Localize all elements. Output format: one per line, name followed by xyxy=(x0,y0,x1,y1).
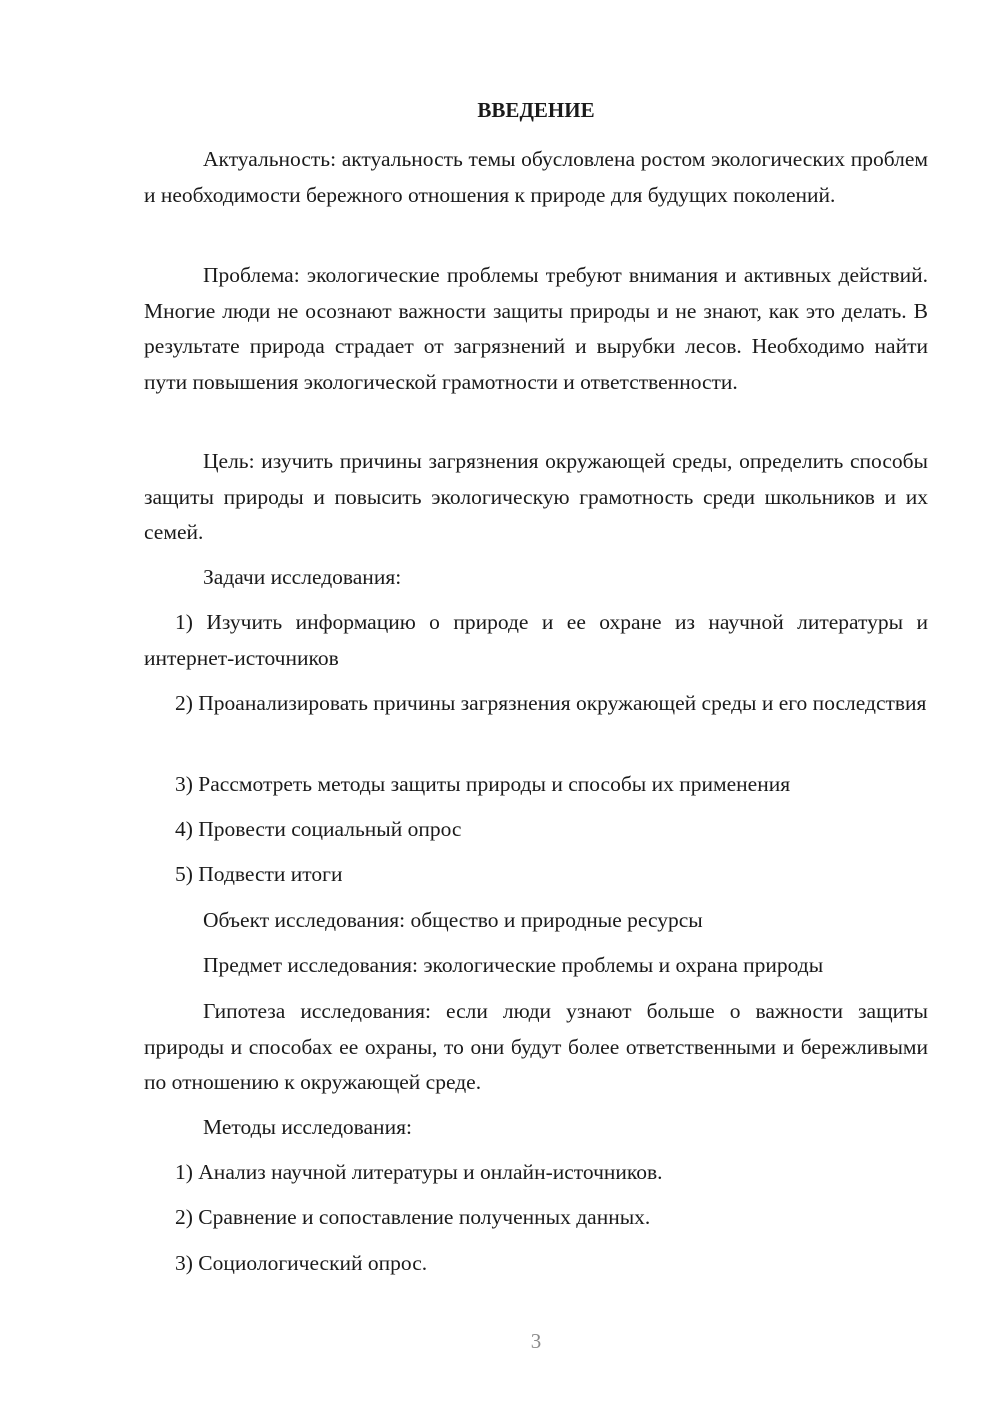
page-number: 3 xyxy=(530,1329,542,1353)
task-item-1: 1) Изучить информацию о природе и ее охране из научной литературы и интернет-источников xyxy=(144,610,928,670)
tasks-heading: Задачи исследования: xyxy=(203,565,402,589)
method-item-3: 3) Социологический опрос. xyxy=(175,1251,428,1275)
goal-paragraph: Цель: изучить причины загрязнения окружающей среды, определить способы защиты природы и повысить экологическую грамотность среди школьников и их семей. xyxy=(144,449,928,544)
task-item-2: 2) Проанализировать причины загрязнения окружающей среды и его последствия xyxy=(175,691,927,715)
object-paragraph: Объект исследования: общество и природные ресурсы xyxy=(203,908,703,932)
document-title: ВВЕДЕНИЕ xyxy=(477,98,595,122)
relevance-paragraph: Актуальность: актуальность темы обусловлена ростом экологических проблем и необходимости бережного отношения к природе для будущих поколений. xyxy=(144,147,928,207)
subject-paragraph: Предмет исследования: экологические проблемы и охрана природы xyxy=(203,953,824,977)
hypothesis-paragraph: Гипотеза исследования: если люди узнают больше о важности защиты природы и способах ее охраны, то они будут более ответственными и бережливыми по отношению к окружающей среде. xyxy=(144,999,928,1094)
task-item-5: 5) Подвести итоги xyxy=(175,862,343,886)
problem-paragraph: Проблема: экологические проблемы требуют внимания и активных действий. Многие люди не осознают важности защиты природы и не знают, как это делать. В результате природа страдает от загрязнений и вырубки лесов. Необходимо найти пути повышения экологической грамотности и ответственности. xyxy=(144,263,928,394)
task-item-3: 3) Рассмотреть методы защиты природы и способы их применения xyxy=(175,772,791,796)
method-item-2: 2) Сравнение и сопоставление полученных данных. xyxy=(175,1205,651,1229)
task-item-4: 4) Провести социальный опрос xyxy=(175,817,462,841)
method-item-1: 1) Анализ научной литературы и онлайн-источников. xyxy=(175,1160,663,1184)
methods-heading: Методы исследования: xyxy=(203,1115,412,1139)
